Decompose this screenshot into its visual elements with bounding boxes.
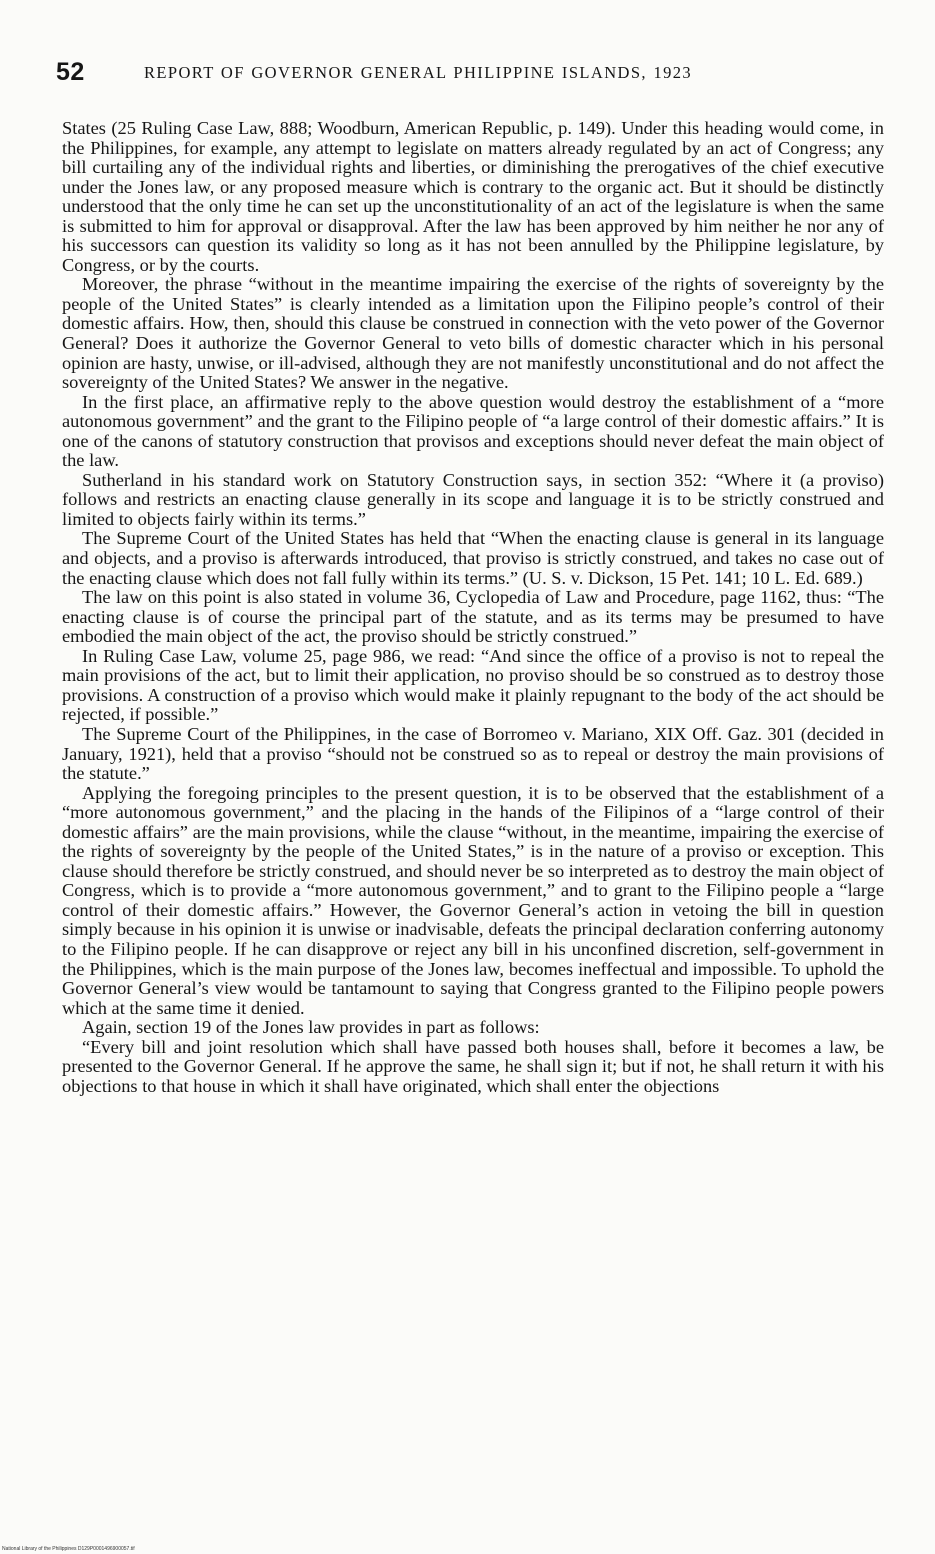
- paragraph: The law on this point is also stated in volume 36, Cyclopedia of Law and Procedure, page 1162, thus: “The enacting clause is of course the principal part of the statute, and as its terms may be presumed to have embodied the main object of the act, the proviso should be strictly construed.”: [62, 587, 884, 647]
- paragraph: The Supreme Court of the Philippines, in the case of Borromeo v. Mariano, XIX Off. Gaz. 301 (decided in January, 1921), held that a proviso “should not be construed so as to repeal or destroy the main provisions of the statute.”: [62, 723, 884, 784]
- paragraph: States (25 Ruling Case Law, 888; Woodburn, American Republic, p. 149). Under this heading would come, in the Philippines, for example, any attempt to legislate on matters already regulated by an act of Congress; any bill curtailing any of the individual rights and liberties, or diminishing the prerogatives of the chief executive under the Jones law, or any proposed measure which is contrary to the organic act. But it should be distinctly understood that the only time he can set up the unconstitutionality of an act of the legislature is when the same is submitted to him for approval or disapproval. After the law has been approved by him neither he nor any of his successors can question its validity so long as it has not been annulled by the Philippine legislature, by Congress, or by the courts.: [62, 118, 884, 275]
- paragraph: Sutherland in his standard work on Statutory Construction says, in section 352: “Where it (a proviso) follows and restricts an enacting clause generally in its scope and language it is to be strictly construed and limited to objects fairly within its terms.”: [62, 469, 884, 529]
- page-number: 52: [56, 58, 85, 86]
- paragraph: In the first place, an affirmative reply to the above question would destroy the establishment of a “more autonomous government” and the grant to the Filipino people of “a large control of their domestic affairs.” It is one of the canons of statutory construction that provisos and exceptions should never defeat the main object of the law.: [62, 391, 884, 471]
- paragraph: “Every bill and joint resolution which shall have passed both houses shall, before it becomes a law, be presented to the Governor General. If he approve the same, he shall sign it; but if not, he shall return it with his objections to that house in which it shall have originated, which shall enter the objections: [62, 1036, 884, 1096]
- body-text: [62, 119, 884, 1096]
- scan-footer-note: National Library of the Philippines D129P0001496900057.tif: [2, 1546, 135, 1552]
- paragraph: Moreover, the phrase “without in the meantime impairing the exercise of the rights of sovereignty by the people of the United States” is clearly intended as a limitation upon the Filipino people’s control of their domestic affairs. How, then, should this clause be construed in connection with the veto power of the Governor General? Does it authorize the Governor General to veto bills of domestic character which in his personal opinion are hasty, unwise, or ill-advised, although they are not manifestly unconstitutional and do not affect the sovereignty of the United States? We answer in the negative.: [62, 274, 884, 393]
- paragraph: Again, section 19 of the Jones law provides in part as follows:: [82, 1017, 540, 1038]
- paragraph: In Ruling Case Law, volume 25, page 986, we read: “And since the office of a proviso is not to repeal the main provisions of the act, but to limit their application, no proviso should be so construed as to destroy those provisions. A construction of a proviso which would make it plainly repugnant to the body of the act should be rejected, if possible.”: [62, 645, 884, 725]
- paragraph: Applying the foregoing principles to the present question, it is to be observed that the establishment of a “more autonomous government,” and the placing in the hands of the Filipinos of a “large control of their domestic affairs” are the main provisions, while the clause “without, in the meantime, impairing the exercise of the rights of sovereignty by the people of the United States,” is in the nature of a proviso or exception. This clause should therefore be strictly construed, and should never be so interpreted as to destroy the main object of Congress, which is to provide a “more autonomous government,” and to grant to the Filipino people a “large control of their domestic affairs.” However, the Governor General’s action in vetoing the bill in question simply because in his opinion it is unwise or inadvisable, defeats the principal declaration conferring autonomy to the Filipino people. If he can disapprove or reject any bill in his unconfined discretion, self-government in the Philippines, which is the main purpose of the Jones law, becomes ineffectual and impossible. To uphold the Governor General’s view would be tantamount to saying that Congress granted to the Filipino people powers which at the same time it denied.: [62, 782, 884, 1018]
- running-head: REPORT OF GOVERNOR GENERAL PHILIPPINE ISLANDS, 1923: [144, 63, 693, 82]
- page-header: [56, 58, 886, 94]
- paragraph: The Supreme Court of the United States has held that “When the enacting clause is general in its language and objects, and a proviso is afterwards introduced, that proviso is strictly construed, and takes no case out of the enacting clause which does not fall fully within its terms.” (U. S. v. Dickson, 15 Pet. 141; 10 L. Ed. 689.): [62, 528, 884, 588]
